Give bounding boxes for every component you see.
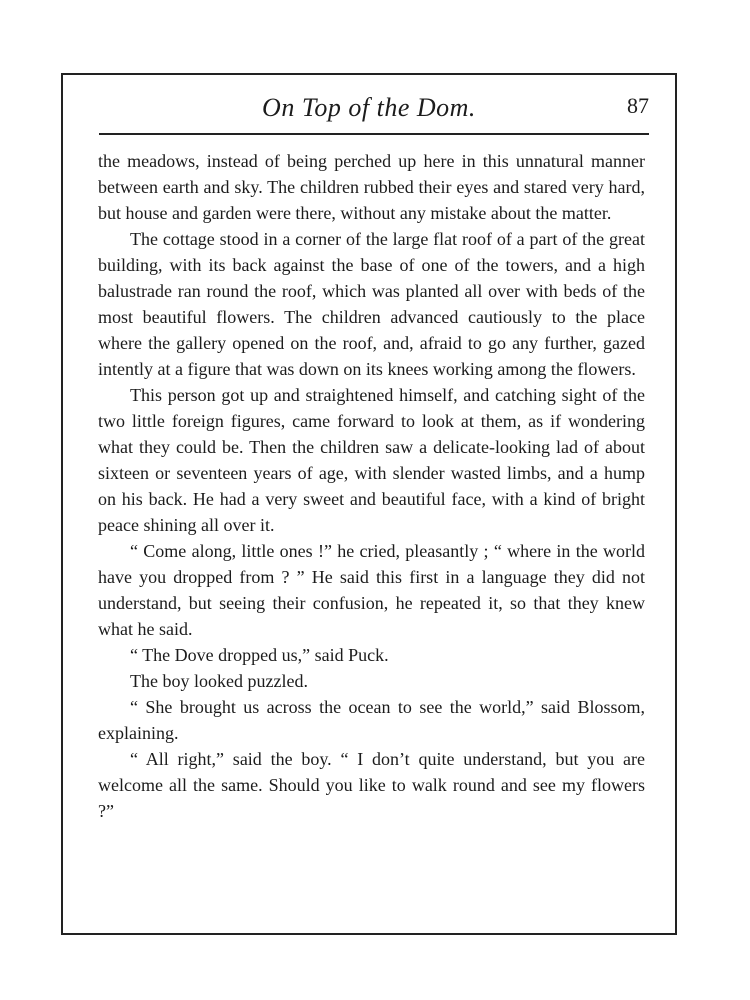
header-rule bbox=[99, 133, 649, 135]
paragraph: the meadows, instead of being perched up here in this unnatural manner between earth and sky. The children rubbed their eyes and stared very hard, but house and garden were there, without any mistake about the matter. bbox=[98, 151, 645, 223]
page-number: 87 bbox=[627, 93, 649, 118]
paragraph: “ Come along, little ones !” he cried, pleasantly ; “ where in the world have you dropped from ? ” He said this first in a language they did not understand, but seeing their confusion, he repeated it, so that they knew what he said. bbox=[98, 541, 645, 639]
paragraph: The cottage stood in a corner of the large flat roof of a part of the great building, with its back against the base of one of the towers, and a high balustrade ran round the roof, which was planted all over with beds of the most beautiful flowers. The children advanced cautiously to the place where the gallery opened on the roof, and, afraid to go any further, gazed intently at a figure that was down on its knees working among the flowers. bbox=[98, 229, 645, 379]
running-head bbox=[63, 93, 675, 133]
paragraph: “ The Dove dropped us,” said Puck. bbox=[130, 645, 389, 665]
paragraph: “ All right,” said the boy. “ I don’t quite understand, but you are welcome all the same. Should you like to walk round and see my flowers ?” bbox=[98, 749, 645, 821]
page-frame bbox=[61, 73, 677, 935]
paragraph: The boy looked puzzled. bbox=[130, 671, 308, 691]
paragraph: “ She brought us across the ocean to see the world,” said Blossom, explaining. bbox=[98, 697, 645, 743]
running-title: On Top of the Dom. bbox=[262, 93, 476, 122]
paragraph: This person got up and straightened himself, and catching sight of the two little foreign figures, came forward to look at them, as if wondering what they could be. Then the children saw a delicate-looking lad of about sixteen or seventeen years of age, with slender wasted limbs, and a hump on his back. He had a very sweet and beautiful face, with a kind of bright peace shining all over it. bbox=[98, 385, 645, 535]
body-text bbox=[98, 148, 645, 824]
